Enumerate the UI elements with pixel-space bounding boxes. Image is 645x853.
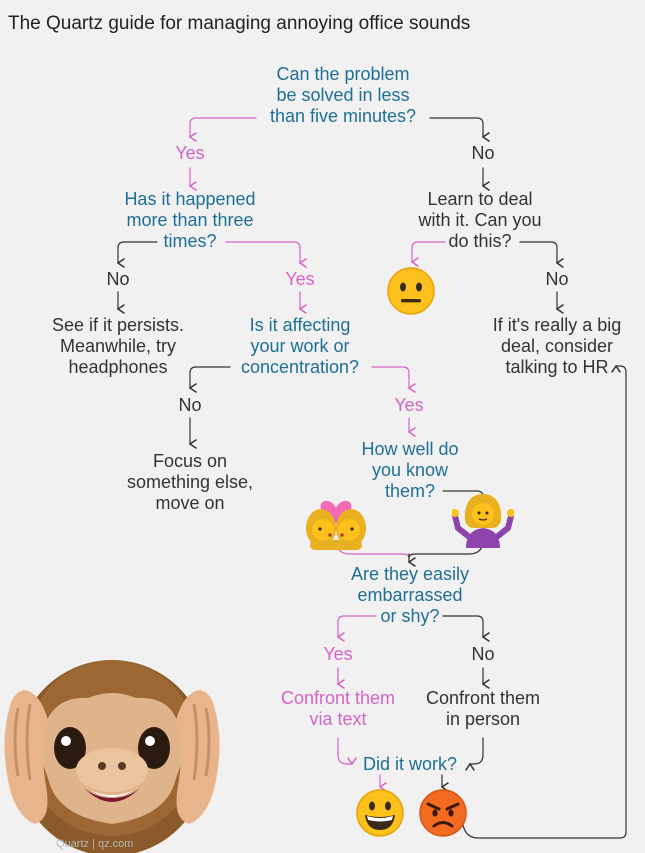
question-did-it-work: Did it work? xyxy=(362,754,458,774)
neutral-face-icon xyxy=(386,266,436,316)
hear-no-evil-monkey-icon xyxy=(0,648,225,853)
answer-yes-q1: Yes xyxy=(175,143,205,163)
outcome-confront-in-person: Confront them in person xyxy=(425,688,541,729)
question-happened-three-times: Has it happened more than three times? xyxy=(124,189,256,251)
answer-yes-q2: Yes xyxy=(285,269,315,289)
connector-person-q6 xyxy=(470,738,483,764)
answer-no-q2: No xyxy=(106,269,130,289)
question-how-well-know: How well do you know them? xyxy=(361,439,459,501)
angry-face-icon xyxy=(418,788,468,838)
outcome-see-if-persists: See if it persists. Meanwhile, try headphones xyxy=(51,315,185,377)
answer-no-q3: No xyxy=(178,395,202,415)
outcome-focus-elsewhere: Focus on something else, move on xyxy=(126,451,254,513)
source-credit: Quartz | qz.com xyxy=(56,838,134,850)
answer-no-deal: No xyxy=(545,269,569,289)
answer-yes-q3: Yes xyxy=(394,395,424,415)
question-solved-quickly: Can the problem be solved in less than five minutes? xyxy=(269,64,417,126)
outcome-talk-to-hr: If it's really a big deal, consider talking to HR xyxy=(492,315,622,377)
kissing-couple-icon xyxy=(304,492,368,550)
answer-no-q1: No xyxy=(471,143,495,163)
question-affecting-work: Is it affecting your work or concentration? xyxy=(240,315,360,377)
connector-text-q6 xyxy=(338,738,352,764)
shrugging-woman-icon xyxy=(452,492,514,548)
question-learn-to-deal: Learn to deal with it. Can you do this? xyxy=(418,189,542,251)
question-easily-embarrassed: Are they easily embarrassed or shy? xyxy=(350,564,470,626)
outcome-confront-via-text: Confront them via text xyxy=(280,688,396,729)
answer-yes-q5: Yes xyxy=(323,644,353,664)
chart-title: The Quartz guide for managing annoying office sounds xyxy=(8,13,471,34)
grinning-face-icon xyxy=(355,788,405,838)
answer-no-q5: No xyxy=(471,644,495,664)
